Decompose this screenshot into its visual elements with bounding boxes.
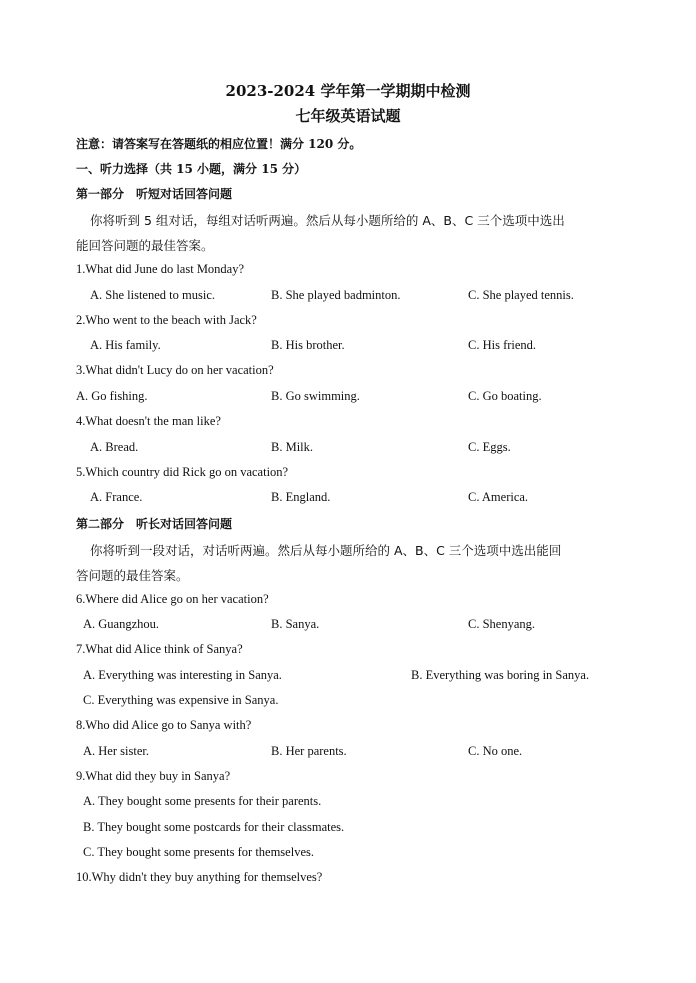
q5-option-c: C. America. [468, 490, 529, 504]
q1-option-a: A. She listened to music. [90, 288, 215, 302]
exam-title-line2: 七年级英语试题 [295, 107, 401, 125]
exam-title-line1: 2023-2024 学年第一学期期中检测 [225, 82, 471, 100]
part2-heading: 第二部分 听长对话回答问题 [76, 517, 233, 531]
question-6: 6.Where did Alice go on her vacation? [76, 592, 269, 606]
question-2: 2.Who went to the beach with Jack? [76, 313, 257, 327]
q3-option-c: C. Go boating. [468, 389, 542, 403]
q6-option-b: B. Sanya. [271, 617, 320, 631]
q2-option-c: C. His friend. [468, 338, 537, 352]
q9-option-b: B. They bought some postcards for their classmates. [83, 820, 345, 834]
part1-instruction-b: 能回答问题的最佳答案。 [76, 238, 214, 253]
question-3: 3.What didn't Lucy do on her vacation? [76, 363, 274, 377]
q8-option-c: C. No one. [468, 744, 523, 758]
q4-option-a: A. Bread. [90, 440, 139, 454]
q7-option-c: C. Everything was expensive in Sanya. [83, 693, 279, 707]
question-7: 7.What did Alice think of Sanya? [76, 642, 243, 656]
q3-option-b: B. Go swimming. [271, 389, 360, 403]
q4-option-c: C. Eggs. [468, 440, 511, 454]
question-5: 5.Which country did Rick go on vacation? [76, 465, 289, 479]
part2-instruction-b: 答问题的最佳答案。 [76, 568, 189, 583]
question-1: 1.What did June do last Monday? [76, 262, 245, 276]
notice-text: 注意：请答案写在答题纸的相应位置！满分 120 分。 [76, 137, 362, 151]
q7-option-a: A. Everything was interesting in Sanya. [83, 668, 282, 682]
q4-option-b: B. Milk. [271, 440, 314, 454]
part1-heading: 第一部分 听短对话回答问题 [76, 187, 233, 201]
q9-option-c: C. They bought some presents for themselves. [83, 845, 314, 859]
q6-option-a: A. Guangzhou. [83, 617, 160, 631]
q5-option-b: B. England. [271, 490, 331, 504]
part1-instruction-a: 你将听到 5 组对话，每组对话听两遍。然后从每小题所给的 A、B、C 三个选项中选出 [90, 213, 565, 228]
q7-option-b: B. Everything was boring in Sanya. [411, 668, 590, 682]
q1-option-b: B. She played badminton. [271, 288, 401, 302]
question-4: 4.What doesn't the man like? [76, 414, 221, 428]
question-10: 10.Why didn't they buy anything for themselves? [76, 870, 323, 884]
q8-option-a: A. Her sister. [83, 744, 149, 758]
q1-option-c: C. She played tennis. [468, 288, 574, 302]
q8-option-b: B. Her parents. [271, 744, 347, 758]
q9-option-a: A. They bought some presents for their parents. [83, 794, 322, 808]
question-9: 9.What did they buy in Sanya? [76, 769, 231, 783]
q3-option-a: A. Go fishing. [76, 389, 148, 403]
q6-option-c: C. Shenyang. [468, 617, 536, 631]
question-8: 8.Who did Alice go to Sanya with? [76, 718, 252, 732]
q2-option-b: B. His brother. [271, 338, 345, 352]
section1-heading: 一、听力选择（共 15 小题，满分 15 分） [76, 162, 307, 176]
q5-option-a: A. France. [90, 490, 143, 504]
q2-option-a: A. His family. [90, 338, 161, 352]
part2-instruction-a: 你将听到一段对话，对话听两遍。然后从每小题所给的 A、B、C 三个选项中选出能回 [90, 543, 562, 558]
